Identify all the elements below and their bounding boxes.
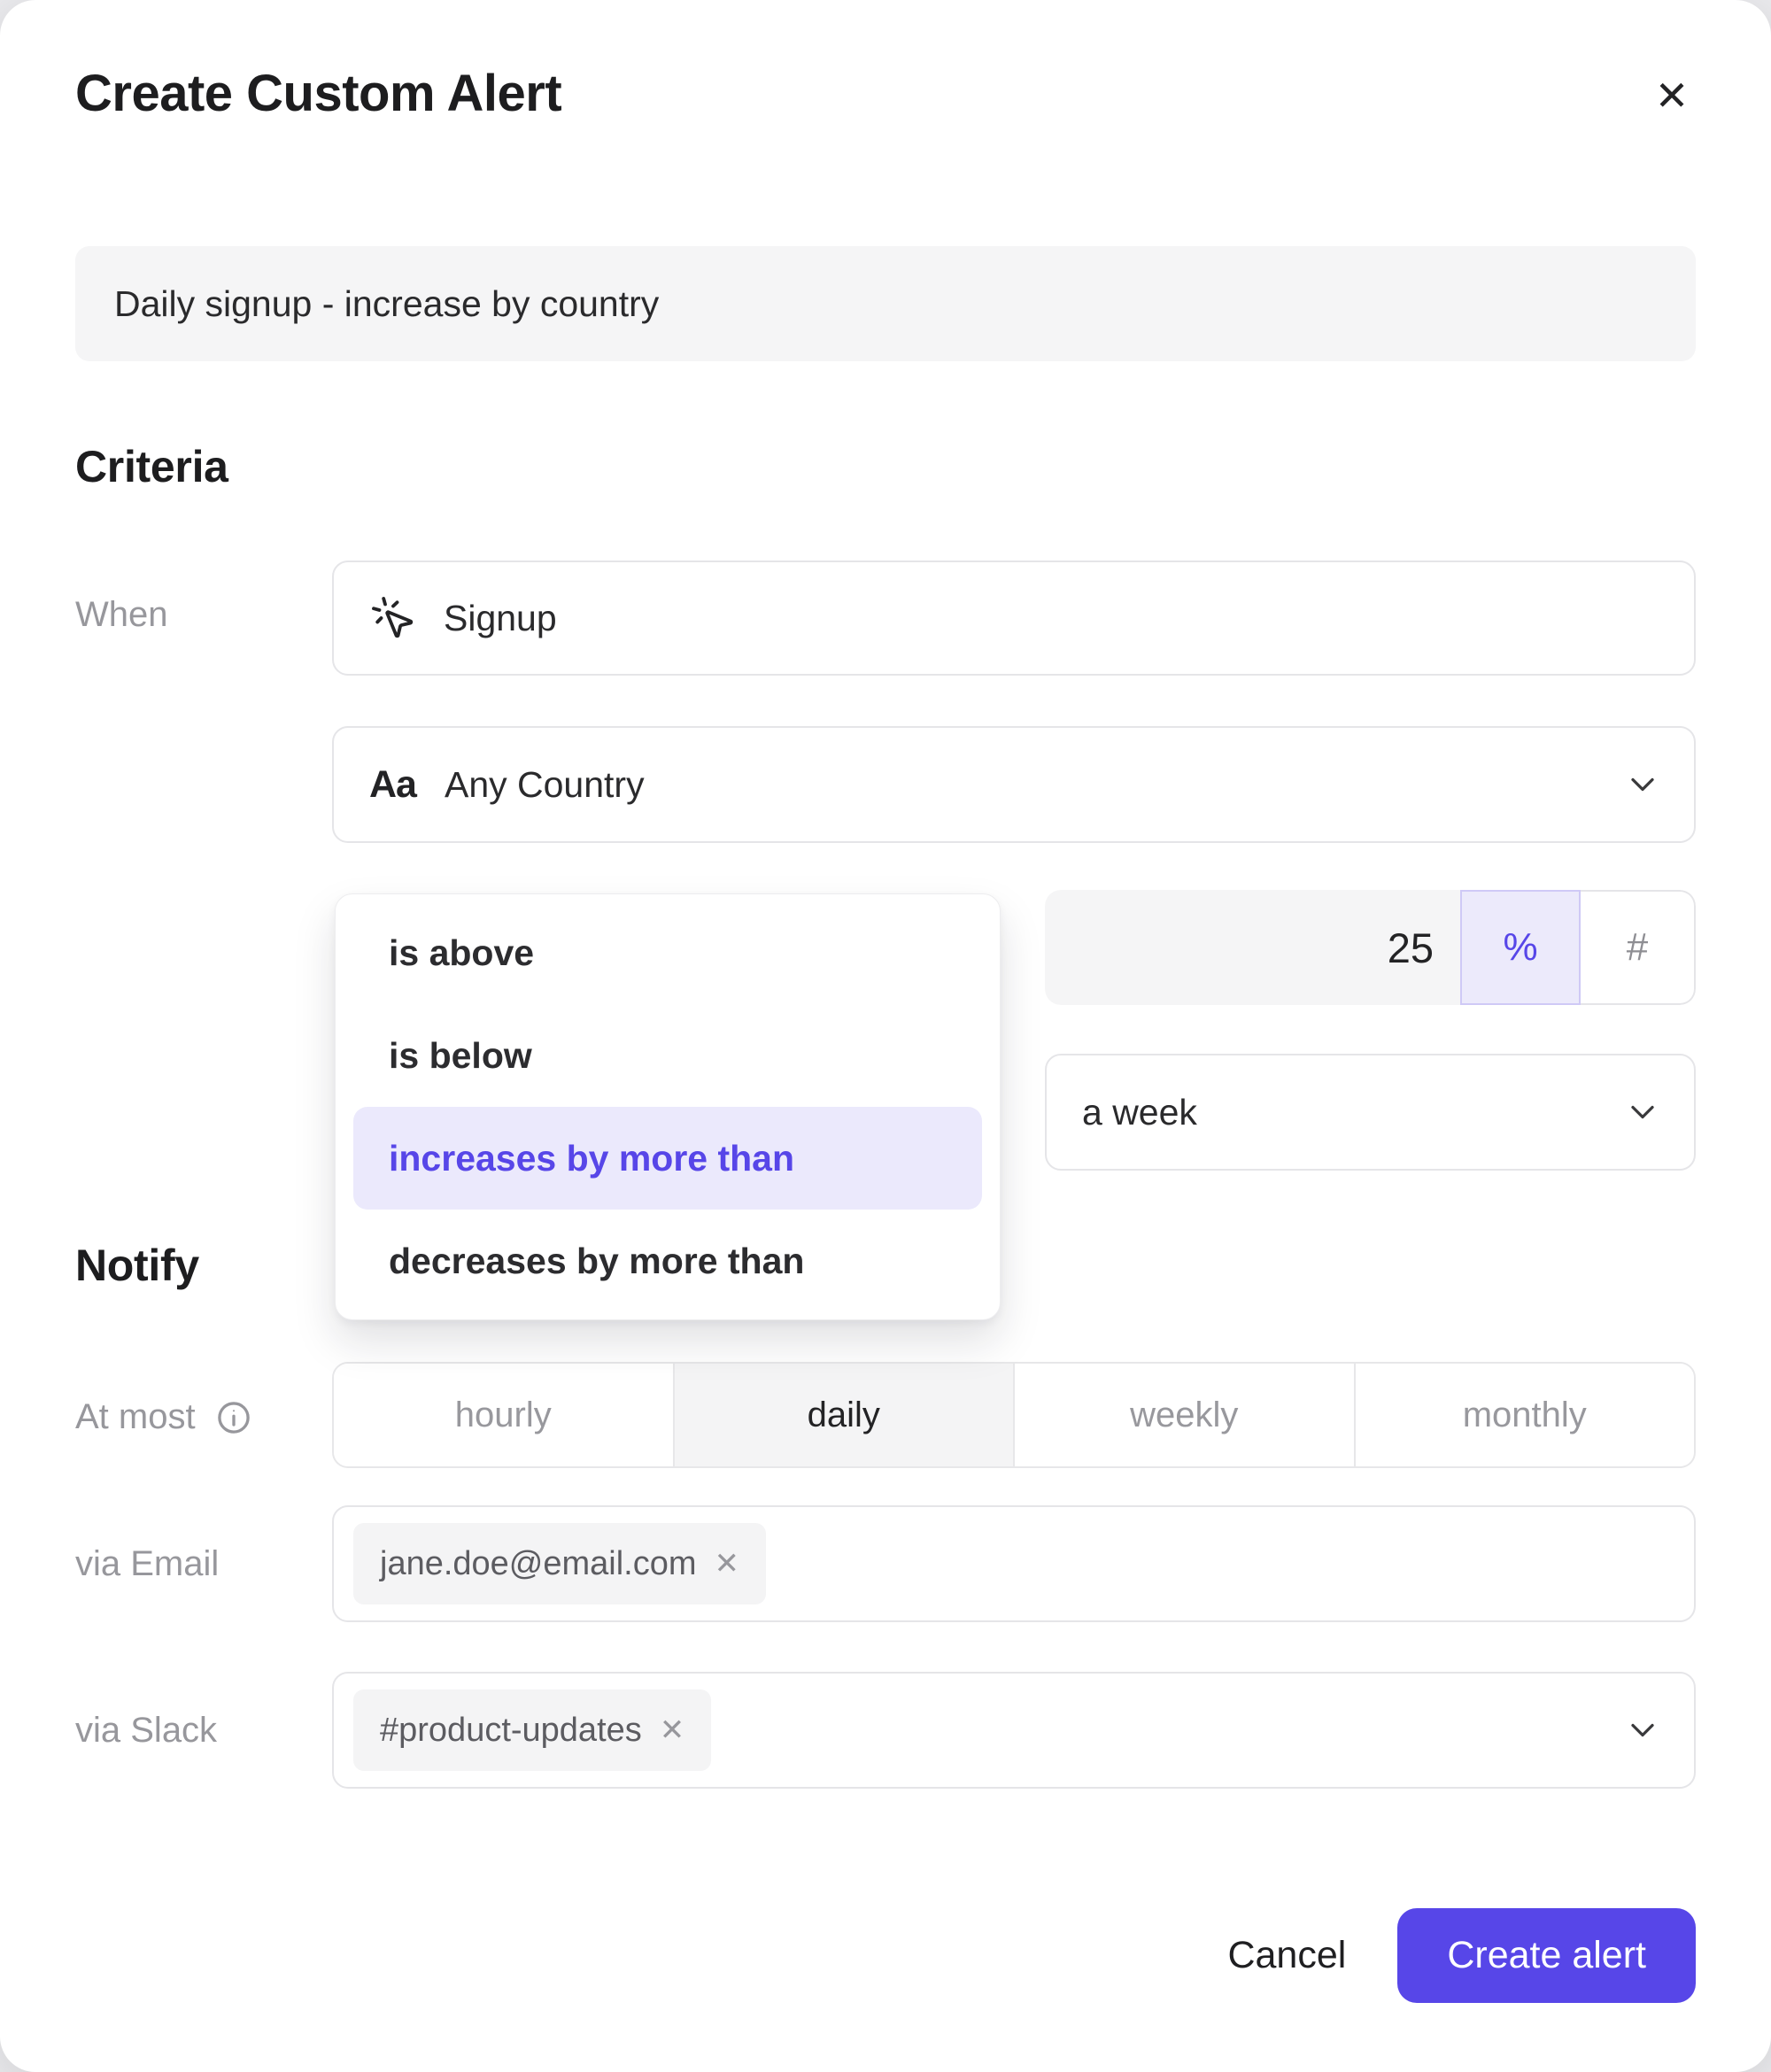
slack-chip-text: #product-updates xyxy=(380,1711,642,1749)
period-select[interactable] xyxy=(1045,1054,1696,1171)
email-chip-text: jane.doe@email.com xyxy=(380,1544,697,1582)
when-label: When xyxy=(75,595,168,634)
period-select-value: a week xyxy=(1082,1091,1197,1133)
threshold-group xyxy=(1045,890,1696,1005)
email-chip xyxy=(353,1523,766,1604)
operator-dropdown-menu xyxy=(335,893,1001,1320)
criteria-heading: Criteria xyxy=(75,442,228,491)
alert-name-input[interactable] xyxy=(75,246,1696,361)
threshold-value: 25 xyxy=(1387,924,1434,971)
chevron-down-icon xyxy=(1623,1711,1662,1750)
text-aa-icon: Aa xyxy=(369,762,416,806)
close-icon: ✕ xyxy=(1654,73,1690,119)
menu-item-is-above[interactable]: is above xyxy=(389,932,535,973)
slack-channel-select[interactable] xyxy=(332,1672,1696,1789)
threshold-value-input[interactable] xyxy=(1045,890,1460,1005)
notify-heading: Notify xyxy=(75,1241,199,1290)
via-slack-label: via Slack xyxy=(75,1711,218,1750)
country-select-value: Any Country xyxy=(444,763,645,805)
segment-weekly[interactable]: weekly xyxy=(1015,1364,1356,1466)
chevron-down-icon xyxy=(1623,765,1662,804)
at-most-row xyxy=(75,1397,252,1437)
segment-monthly[interactable]: monthly xyxy=(1356,1364,1695,1466)
via-email-label: via Email xyxy=(75,1544,220,1583)
mouse-pointer-click-icon xyxy=(369,594,417,642)
alert-name-value: Daily signup - increase by country xyxy=(114,282,660,324)
info-icon[interactable] xyxy=(215,1399,252,1436)
event-input[interactable] xyxy=(332,561,1696,676)
frequency-segmented-control xyxy=(332,1362,1696,1468)
cancel-button[interactable]: Cancel xyxy=(1227,1934,1347,1976)
create-alert-button[interactable]: Create alert xyxy=(1397,1908,1696,2003)
modal-title: Create Custom Alert xyxy=(75,65,562,122)
at-most-label: At most xyxy=(75,1397,196,1436)
close-button[interactable] xyxy=(1645,69,1698,122)
menu-item-decreases-by-more-than[interactable]: decreases by more than xyxy=(389,1240,805,1281)
event-input-placeholder: Signup xyxy=(444,597,557,638)
remove-slack-icon[interactable]: ✕ xyxy=(659,1713,685,1747)
unit-percent-toggle[interactable]: % xyxy=(1460,890,1581,1005)
email-recipients-input[interactable] xyxy=(332,1505,1696,1622)
remove-email-icon[interactable]: ✕ xyxy=(714,1547,740,1581)
country-select[interactable] xyxy=(332,726,1696,843)
unit-number-toggle[interactable]: # xyxy=(1581,890,1696,1005)
menu-item-is-below[interactable]: is below xyxy=(389,1034,532,1076)
modal-footer xyxy=(1227,1908,1696,2003)
slack-chip xyxy=(353,1689,711,1771)
chevron-down-icon xyxy=(1623,1093,1662,1132)
segment-daily[interactable]: daily xyxy=(675,1364,1016,1466)
segment-hourly[interactable]: hourly xyxy=(334,1364,675,1466)
menu-item-increases-by-more-than[interactable]: increases by more than xyxy=(353,1107,982,1210)
